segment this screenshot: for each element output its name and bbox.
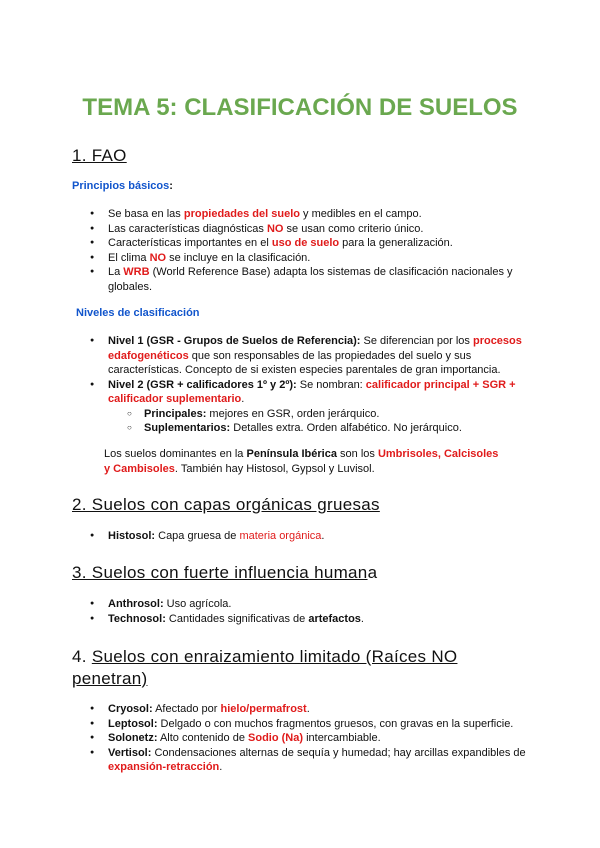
principios-list bbox=[72, 207, 532, 294]
list-item: ● Leptosol: Delgado o con muchos fragmentos gruesos, con gravas en la superficie. bbox=[72, 717, 532, 732]
section-1-heading-text: 1. FAO bbox=[72, 146, 127, 165]
list-item: ● Características importantes en el uso de suelo para la generalización. bbox=[72, 236, 532, 251]
list-item: ● La WRB (World Reference Base) adapta los sistemas de clasificación nacionales y globales. bbox=[72, 265, 532, 294]
list-item: ● Nivel 1 (GSR - Grupos de Suelos de Referencia): Se diferencian por los procesos edafogenéticos que son responsables de las propiedades del suelo y sus características. Concepto de si existen especies parentales de gran importancia. bbox=[72, 334, 532, 378]
list-item: ● Histosol: Capa gruesa de materia orgánica. bbox=[72, 529, 532, 544]
principios-label-text: Principios básicos bbox=[72, 180, 170, 192]
section-4-heading-text: Suelos con enraizamiento limitado (Raíces NO penetran) bbox=[72, 647, 458, 688]
principios-label bbox=[72, 180, 173, 192]
section-2-heading-text: 2. Suelos con capas orgánicas gruesas bbox=[72, 495, 380, 514]
list-item: ● Cryosol: Afectado por hielo/permafrost. bbox=[72, 702, 532, 717]
list-item: ● Vertisol: Condensaciones alternas de sequía y humedad; hay arcillas expandibles de expansión-retracción. bbox=[72, 746, 532, 775]
section-4-heading-num: 4. bbox=[72, 647, 92, 666]
list-item: ○ Principales: mejores en GSR, orden jerárquico. bbox=[108, 407, 532, 422]
list-item: ● Solonetz: Alto contenido de Sodio (Na) intercambiable. bbox=[72, 731, 532, 746]
list-item: ○ Suplementarios: Detalles extra. Orden alfabético. No jerárquico. bbox=[108, 421, 532, 436]
principios-colon: : bbox=[169, 180, 173, 192]
section-4-list bbox=[72, 702, 532, 775]
section-3-heading-tail: a bbox=[367, 563, 378, 582]
section-3-heading-text: 3. Suelos con fuerte influencia human bbox=[72, 563, 368, 582]
section-2-heading bbox=[72, 495, 380, 515]
calificadores-sublist bbox=[108, 407, 532, 436]
list-item: ● Se basa en las propiedades del suelo y medibles en el campo. bbox=[72, 207, 532, 222]
peninsula-paragraph: Los suelos dominantes en la Península Ibérica son los Umbrisoles, Calcisoles y Cambisoles. También hay Histosol, Gypsol y Luvisol. bbox=[104, 448, 499, 475]
niveles-list bbox=[72, 334, 532, 436]
section-3-heading bbox=[72, 563, 377, 583]
section-3-list bbox=[72, 597, 532, 626]
section-2-list bbox=[72, 529, 532, 544]
list-item: ● Anthrosol: Uso agrícola. bbox=[72, 597, 532, 612]
document-title: TEMA 5: CLASIFICACIÓN DE SUELOS bbox=[82, 94, 518, 121]
list-item: ● El clima NO se incluye en la clasificación. bbox=[72, 251, 532, 266]
list-item: ● Las características diagnósticas NO se usan como criterio único. bbox=[72, 222, 532, 237]
list-item: ● Technosol: Cantidades significativas de artefactos. bbox=[72, 612, 532, 627]
list-item: ● Nivel 2 (GSR + calificadores 1º y 2º): Se nombran: calificador principal + SGR + calificador suplementario. ○ Principales: mejores en GSR, orden jerárquico. ○ Suplementarios: Detalles extra. Orden alfabético. No jerárquico. bbox=[72, 378, 532, 436]
niveles-label: Niveles de clasificación bbox=[76, 307, 200, 319]
section-4-heading bbox=[72, 646, 492, 690]
section-1-heading bbox=[72, 146, 127, 166]
